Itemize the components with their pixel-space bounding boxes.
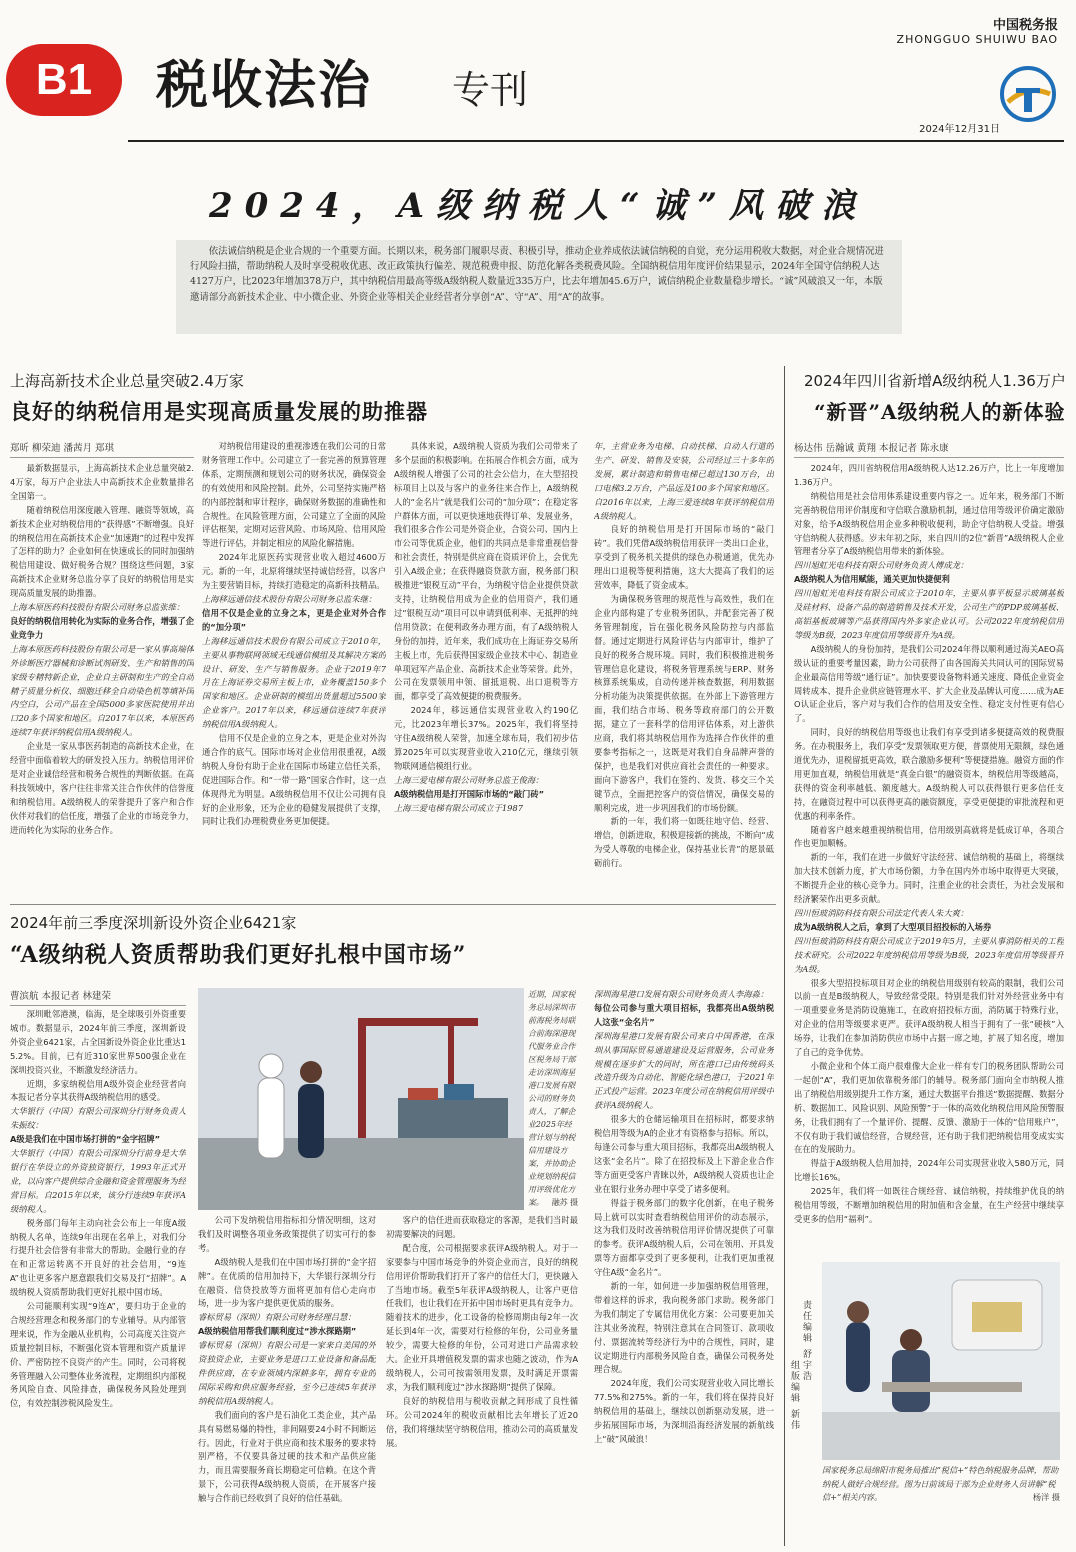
section-divider bbox=[10, 904, 776, 905]
subhead: 每位公司参与重大项目招标，我都亮出A级纳税人这张“金名片” bbox=[594, 1002, 774, 1027]
paragraph: 我们面向的客户是石油化工类企业，其产品具有易燃易爆的特性，非间隔要24小时不间断运行。因此，行业对于供应商和技术服务的要求特别严格，不仅要具备过硬的技术和产品供应能力，而且需要服务商长期稳定可信赖。在这个背景下，公司获得A级纳税人资质，在开展客户接触与合作前已经收到了良好的信任基础。 bbox=[198, 1409, 376, 1504]
company-profile: 四川恒玻消防科技有限公司成立于2019年5月，主要从事消防相关的工程技术研究。公司2022年度纳税信用等级为B级，2023年度信用等级晋升为A级。 bbox=[794, 935, 1064, 974]
page-badge: B1 bbox=[6, 44, 122, 116]
article2-byline: 杨达伟 岳瀚诚 黄翔 本报记者 陈永康 bbox=[794, 440, 1064, 458]
paragraph: 得益于税务部门的数字化创新，在电子税务局上就可以实时查看纳税信用评价的动态展示，这为我们及时改善纳税信用评价情况提供了可靠的参考。获评A级纳税人后，公司在领用、开具发票等方面都享受到了更多便利，让我们更加重视守住A级“金名片”。 bbox=[594, 1197, 774, 1278]
interviewee-line: 上海三爱电梯有限公司财务总监王俊海： bbox=[394, 774, 544, 785]
paragraph: 对纳税信用建设的重视渗透在我们公司的日常财务管理工作中。公司建立了一套完善的预算管理体系，定期预测和规划公司的财务状况，确保资金的有效使用和风险控制。此外，公司坚持实施严格的内部控制和审计程序，确保财务数据的准确性和合规性。在风险管理方面，公司建立了全面的风险评估框架，定期对运营风险、市场风险、信用风险等进行评估，并制定相应的风险化解措施。 bbox=[202, 441, 386, 549]
paragraph: 很多大型招投标项目对企业的纳税信用级别有较高的限制，我们公司以前一直是B级纳税人，导致经常受限。特别是我们针对外经营业务中有一项重要业务是消防设施施工，在政府招投标方面，消防属于特殊行业，对企业的信用等级要求更严。获评A级纳税人相当于拥有了一张“硬核”入场券，让我们在参加消防供应市场中占据一席之地，扩展了知名度，增加了自己的竞争优势。 bbox=[794, 977, 1064, 1058]
article2-title: “新晋”A级纳税人的新体验 bbox=[814, 400, 1066, 424]
paragraph: 2024年北原医药实现营业收入超过4600万元。新的一年，北原将继续坚持诚信经营，以客户为主要营销目标，持续打造稳定的高新科技精品。 bbox=[202, 552, 386, 591]
interviewee-line: 四川旭虹光电科技有限公司财务负责人傅成龙： bbox=[794, 560, 969, 571]
paragraph: 新的一年，如何进一步加强纳税信用管理，带着这样的诉求，我向税务部门求助。税务部门为我们制定了专属信用优化方案：公司要更加关注其业务流程，特别注意其在合同签订、款项收付、票据流转等经济行为中的合规性，同时，建议定期进行内部税务风险自查，确保公司税务处理合规。 bbox=[594, 1281, 774, 1375]
paragraph: 良好的纳税信用是打开国际市场的“敲门砖”。我们凭借A级纳税信用获评一类出口企业，享受到了税务机关提供的绿色办税通道，优先办理出口退税等便利措施，这大大提高了我们的运营效率，降低了资金成本。 bbox=[594, 524, 774, 591]
paragraph: 最新数据显示，上海高新技术企业总量突破2.4万家，每万户企业法人中高新技术企业数量排名全国第一。 bbox=[10, 463, 194, 501]
intro-text: 依法诚信纳税是企业合规的一个重要方面。长期以来，税务部门履职尽责、积极引导，推动企业养成依法诚信纳税的自觉，充分运用税收大数据，对企业合规情况进行风险扫描，帮助纳税人及时享受税收优惠、改正政策执行偏差、规范税费申报、防范化解各类税费风险。全国纳税信用年度评价结果显示，2024年全国守信纳税人达4127万户，比2023年增加378万户，其中纳税信用最高等级A级纳税人数量近335万户，比去年增加45.6万户，诚信纳税企业数量稳步增长。“诚”风破浪又一年，本版邀请部分高新技术企业、中小微企业、外资企业等相关企业经营者分享创“A”、守“A”、用“A”的故事。 bbox=[190, 246, 884, 303]
paragraph: 纳税信用是社会信用体系建设重要内容之一。近年来，税务部门不断完善纳税信用评价制度和守信联合激励机制，通过信用等级评价确定激励对象，给予A级纳税信用企业多种税收便利，助企守信纳税人受益。增强守信纳税人获得感。岁末年初之际，来自四川的2位“新晋”A级纳税人企业管理者分享了A级纳税信用带来的新体验。 bbox=[794, 490, 1064, 557]
newspaper-logo-icon bbox=[998, 64, 1058, 124]
paragraph: 小微企业和个体工商户很难像大企业一样有专门的税务团队帮助公司一起创“A”，我们更加依靠税务部门的辅导。税务部门面向全市纳税人推出了纳税信用级别提升工作方案，通过大数据平台推送“数据提醒、数据分析、数据加工、风险识别、风险预警”于一体的高效化纳税信用风险预警服务，让我们拥有了一个量评价、提醒、反馈、激励于一体的“信用账户”，不仅有助于我们诚信经营，合规经营，还有助于我们把纳税信用变成实实在在的发展助力。 bbox=[794, 1060, 1064, 1155]
article1-column-4 bbox=[594, 440, 774, 902]
issue-date: 2024年12月31日 bbox=[919, 124, 1000, 135]
editor-credit: 责任编辑 舒宇浩 bbox=[801, 1300, 811, 1382]
interviewee-line: 睿标贸易（深圳）有限公司财务经理吕慧： bbox=[198, 1312, 356, 1323]
article1-title: 良好的纳税信用是实现高质量发展的助推器 bbox=[10, 399, 428, 424]
subhead: A级纳税人为信用赋能，通关更加快捷便利 bbox=[794, 574, 950, 585]
article2-kicker: 2024年四川省新增A级纳税人1.36万户 bbox=[804, 372, 1066, 390]
subhead: A级纳税信用帮我们顺利度过“涉水探路期” bbox=[198, 1326, 357, 1337]
paragraph: 配合度，公司根据要求获评A级纳税人。对于一家要参与中国市场竞争的外资企业而言，良好的纳税信用评价帮助我们打开了客户的信任大门，更快融入了当地市场。截至5年获评A级纳税人，让客户更信任我们，也让我们在开拓中国市场时更具有竞争力。随着技术的进步，化工设备的检修周期由每2年一次延长到4年一次，需要对行检修的年份，公司业务量较少，需要大检修的年份，公司对进口产品需求较大。企业开具增值税发票的需求也随之波动，作为A级纳税人，公司可按需领用发票，及时满足开票需求，为我们顺利度过“涉水探路期”提供了保障。 bbox=[386, 1242, 578, 1392]
article1-column-1 bbox=[10, 462, 194, 902]
company-profile: 上海本原医药科技股份有限公司是一家从事高端体外诊断医疗器械和诊断试剂研发、生产和销售的国家级专精特新企业，企业自主研制和生产的全自动精子质量分析仪、细胞迁移全自动染色机等填补国内空白，公司产品在全国5000多家医院使用并出口20多个国家和地区。自2017年以来，本原医药连续7年获评纳税信用A级纳税人。 bbox=[10, 643, 194, 738]
article3-photo-caption bbox=[528, 988, 578, 1210]
paragraph: 企业是一家从事医药制造的高新技术企业，在经营中面临着较大的研发投入压力。纳税信用评价是对企业诚信经营和税务合规性的判断依据。在高科技领域中，客户往往非常关注合作伙伴的信誉度和纳税信用。A级纳税人的荣誉提升了客户和合作伙伴对我们的信任度，增强了企业的市场竞争力，进而转化为实际的业务合作。 bbox=[10, 741, 194, 835]
article3-column-4 bbox=[594, 988, 774, 1544]
paragraph: 客户的信任进而获取稳定的客源，是我们当时最初需要解决的问题。 bbox=[386, 1215, 578, 1239]
article1-kicker: 上海高新技术企业总量突破2.4万家 bbox=[10, 372, 244, 390]
interviewee-line: 深圳海星港口发展有限公司财务负责人李海淼： bbox=[594, 989, 769, 999]
article3-column-1 bbox=[10, 1008, 186, 1544]
interviewee-line: 大华银行（中国）有限公司深圳分行财务负责人朱振纹： bbox=[10, 1106, 186, 1131]
article3-title: “A级纳税人资质帮助我们更好扎根中国市场” bbox=[10, 942, 467, 968]
company-profile: 上海三爱电梯有限公司成立于1987 bbox=[394, 802, 523, 813]
interviewee-line: 上海本原医药科技股份有限公司财务总监张维： bbox=[10, 602, 185, 613]
company-profile: 大华银行（中国）有限公司深圳分行前身是大华银行在华设立的外资独资银行，1993年正式开业，以向客户提供综合金融和资金管理服务为经营目标。自2015年以来，该分行连续9年获评A级纳税人。 bbox=[10, 1148, 186, 1214]
paragraph: 同时，良好的纳税信用等级也让我们有享受到诸多便捷高效的税费服务。在办税服务上，我们享受“发票领取更方便，普票使用无限额，绿色通道优先办，退税留抵更高效，联合激励多便利”等便捷措施。融资方面的作用更加直观，纳税信用就是“真金白银”的融资资本，纳税信用等级越高，获得的资金利率越低、额度越大。A级纳税人可以获得银行更多信任支持，在融资过程中可以获得更高的融资额度，享受更便捷的审批流程和更优惠的利率条件。 bbox=[794, 727, 1064, 821]
layout-editor-credit: 组版编辑 新伟 bbox=[789, 1360, 799, 1431]
paragraph: 2024年度，我们公司实现营业收入同比增长77.5%和275%。新的一年，我们将在保持良好纳税信用的基础上，继续以创新驱动发展，进一步拓展国际市场，为深圳沿海经济发展的新航线上“破”风破浪！ bbox=[594, 1378, 774, 1444]
paragraph: 具体来说，A级纳税人资质为我们公司带来了多个层面的积极影响。在拓展合作机会方面，成为A级纳税人增强了公司的社会公信力，在大型招投标项目上以及与客户的业务往来合作上，A级纳税人的“金名片”就是我们公司的“加分项”；在稳定客户群体方面，可以更快速地获得订单、发展业务，我们很多合作公司是外资企业，合资公司、国内上市公司等优质企业，他们的共同点是非常重视信誉和社会责任，特别是供应商在资质评价上，会优先引入A级企业；在获得融资贷款方面，税务部门积极推进“银税互动”平台，为纳税守信企业提供贷款支持，让纳税信用成为企业的信用资产，我们通过“银税互动”项目可以申请到低利率、无抵押的纯信用贷款；在便利政务办理方面，有了A级纳税人身份的加持，近年来，我们成功在上海证券交易所主板上市，先后获得国家级企业技术中心、制造业单项冠军产品企业、高新技术企业等荣誉。此外，公司在发票领用申领、留抵退税、出口退税等方面，都享受了高效便捷的税费服务。 bbox=[394, 441, 578, 702]
paragraph: 税务部门每年主动向社会公布上一年度A级纳税人名单，连续9年出现在名单上，对我们分行提升社会信誉有非常大的帮助。金融行业的存在和正常运转离不开良好的社会信用，“9连A”也让更多客户愿意跟我们交易及打“招牌”。A级纳税人资质帮助我们更好扎根中国市场。 bbox=[10, 1217, 186, 1298]
article1-column-3 bbox=[394, 440, 578, 902]
article2-caption-text: 国家税务总局绵阳市税务局推出“税信+”特色纳税服务品牌，帮助纳税人做好合规经营。图为日前该局干部为企业财务人员讲解“税信+”相关内容。 bbox=[822, 1465, 1059, 1503]
article2-photo-caption bbox=[822, 1464, 1060, 1544]
subhead: 信用不仅是企业的立身之本，更是企业对外合作的“加分项” bbox=[202, 607, 386, 632]
paragraph: 新的一年，我们将一如既往地守信、经营、增信，创新进取，积极迎接新的挑战，不断向“成为受人尊敬的电梯企业，保持基业长青”的愿景砥砺前行。 bbox=[594, 816, 774, 869]
paragraph: 新的一年，我们在进一步做好守法经营、诚信纳税的基础上，将继续加大技术创新力度，扩大市场份额，力争在国内外市场中取得更大突破，不断提升企业的核心竞争力。同时，注重企业的社会责任，为社会发展和经济繁荣作出更多贡献。 bbox=[794, 852, 1064, 905]
subhead: 成为A级纳税人之后，拿到了大型项目招投标的入场券 bbox=[794, 921, 992, 932]
paragraph: 良好的纳税信用与税收贡献之间形成了良性循环。公司2024年的税收贡献相比去年增长了近20倍，我们将继续坚守纳税信用，推动公司的高质量发展。 bbox=[386, 1395, 578, 1448]
interviewee-line: 上海移远通信技术股份有限公司财务总监朱继： bbox=[202, 593, 377, 604]
paragraph: 随着纳税信用深度融入管理、融资等领域，高新技术企业对纳税信用的“获得感”不断增强。良好的纳税信用在高新技术企业“加速跑”的过程中发挥了怎样的助力？企业如何在快速成长的同时加强纳税信用建设、做好税务合规？围绕这些问题，3家高新技术企业财务总监分享了良好的纳税信用是实现高质量发展的助推器。 bbox=[10, 504, 194, 599]
paragraph: 深圳毗邻港澳，临海，是全球吸引外资重要城市。数据显示，2024年前三季度，深圳新设外资企业6421家，占全国新设外资企业比重达15.2%。目前，已有近310家世界500强企业在深圳投资兴业，不断激发经济活力。 bbox=[10, 1009, 186, 1075]
intro-box bbox=[176, 240, 902, 334]
subhead: 良好的纳税信用转化为实际的业务合作，增强了企业竞争力 bbox=[10, 615, 194, 640]
paragraph: 信用不仅是企业的立身之本，更是企业对外沟通合作的底气。国际市场对企业信用很重视，A级纳税人身份有助于企业在国际市场建立信任关系，促进国际合作。和“一带一路”国家合作时，这一点体现得尤为明显。A级纳税信用不仅让公司拥有良好的企业形象，还为企业的稳健发展提供了支撑，同时让我们办理税费业务更加便捷。 bbox=[202, 733, 386, 827]
subhead: A级纳税信用是打开国际市场的“敲门砖” bbox=[394, 788, 545, 799]
paragraph: 很多大的仓储运输项目在招标时，都要求纳税信用等级为A的企业才有资格参与招标。所以，每逢公司参与重大项目招标，我都亮出A级纳税人这张“金名片”。除了在招投标及上下游企业合作等方面更受客户青睐以外，A级纳税人资质也让企业在银行业务办理中享受了诸多便利。 bbox=[594, 1114, 774, 1194]
article3-photo bbox=[198, 988, 524, 1210]
paragraph: 公司能顺利实现“9连A”，要归功于企业的合规经营理念和税务部门的专业辅导。从内部管理来说，作为金融从业机构，公司高度关注资产质量控制目标，不断强化资本管理和资产质量评价、严密防控不良资产的产生。同时，公司将税务管理融入公司整体业务流程，定期组织内部税务风险自查、风险排查，确保税务风险处理到位，有效控制涉税风险发生。 bbox=[10, 1301, 186, 1409]
company-profile: 睿标贸易（深圳）有限公司是一家来自美国的外资独资企业，主要业务是进口工业设备和备品配件供应商，在专业领域内深耕多年，拥有专业的国际采购和供应服务经验，至今已连续5年获评纳税信用A级纳税人。 bbox=[198, 1340, 376, 1406]
newspaper-name: 中国税务报 bbox=[992, 18, 1058, 33]
company-profile: 四川旭虹光电科技有限公司成立于2010年，主要从事平板显示玻璃基板及硅材料、设备产品的制造销售及技术开发，公司生产的PDP玻璃基板、高铝基板玻璃等产品获得国内外多家企业认可。公司2022年度纳税信用等级为B级，2023年度信用等级晋升为A级。 bbox=[794, 588, 1064, 640]
paragraph: 为确保税务管理的规范性与高效性，我们在企业内部构建了专业税务团队，并配套完善了税务管理制度，旨在强化税务风险防控与内部监督。通过定期进行风险评估与内部审计，维护了良好的税务合规环境。同时，我们积极推进税务管理信息化建设，将税务管理系统与ERP、财务核算系统集成，自动传递并核查数据，利用数据分析功能为决策提供依据。在外部上下游管理方面，我们结合市场、税务等政府部门的公开数据，建立了一套科学的信用评估体系，对上游供应商，我们将其纳税信用作为选择合作伙伴的重要参考指标之一，这既是对我们自身品牌声誉的保护，也是我们对供应商社会责任的一种要求。面向下游客户，我们在签约、发货、移交三个关键节点，全面把控客户的资信情况，确保交易的顺利完成，进一步巩固我们的市场份额。 bbox=[594, 593, 774, 813]
main-headline: 2024，A级纳税人“诚”风破浪 bbox=[208, 186, 868, 226]
page-subtitle: 专刊 bbox=[452, 68, 529, 112]
interviewee-line: 四川恒玻消防科技有限公司法定代表人朱大爽： bbox=[794, 908, 969, 918]
paragraph: 2024年，移远通信实现营业收入约190亿元，比2023年增长37%。2025年，我们将坚持守住A级纳税人荣誉，加速全球布局，我们初步估算2025年可以实现营业收入210亿元，继续引领物联网通信模组行业。 bbox=[394, 705, 578, 771]
article3-caption-text: 近期，国家税务总局深圳市前海税务局联合前海深港现代服务业合作区税务局干部走访深圳海星港口发展有限公司的财务负责人，了解企业2025年经营计划与纳税信用建设方案，并协助企业规划纳税信用评级优化方案。 bbox=[528, 990, 576, 1207]
company-profile: 年，主营业务为电梯、自动扶梯、自动人行道的生产、研发、销售及安装，公司经过三十多年的发展，累计制造和销售电梯已超过130万台，出口电梯3.2万台，产品远及100多个国家和地区。自2016年以来，上海三爱连续8年获评纳税信用A级纳税人。 bbox=[594, 441, 774, 521]
paragraph: 随着客户越来越重视纳税信用，信用级别高就将是低成订单，各项合作也更加顺畅。 bbox=[794, 824, 1064, 849]
paragraph: A级纳税人的身份加持，是我们公司2024年得以顺利通过海关AEO高级认证的重要考量因素，助力公司获得了由各国海关共同认可的国际贸易企业最高信用等级“通行证”。加快要要设备物料通关速度、降低企业资金周转成本、提升企业供应链管理水平、扩大企业及品牌认可度……成为AEO认证企业后，客户对与我们合作的信用及安全性、稳定支付性更有信心了。 bbox=[794, 643, 1064, 724]
paragraph: A级纳税人是我们在中国市场打拼的“金字招牌”。在优质的信用加持下，大华银行深圳分行在融资、信贷投放等方面将更加有信心走向市场，进一步为客户提供更优质的服务。 bbox=[198, 1256, 376, 1309]
article3-byline: 曹滨航 本报记者 林建荣 bbox=[10, 988, 186, 1006]
paragraph: 得益于A级纳税人信用加持，2024年公司实现营业收入580万元，同比增长16%。 bbox=[794, 1158, 1064, 1183]
column-divider bbox=[784, 366, 785, 1546]
subhead: A级是我们在中国市场打拼的“金字招牌” bbox=[10, 1134, 161, 1145]
page-title: 税收法治 bbox=[156, 56, 373, 116]
company-profile: 上海移远通信技术股份有限公司成立于2010年，主要从事物联网领域无线通信模组及其解决方案的设计、研发、生产与销售服务。企业于2019年7月在上海证券交易所主板上市，业务覆盖150多个国家和地区。企业研制的模组出货量超过5500家企业客户。2017年以来，移远通信连续7年获评纳税信用A级纳税人。 bbox=[202, 635, 386, 730]
article2-caption-credit: 杨洋 摄 bbox=[1032, 1492, 1060, 1503]
company-profile: 深圳海星港口发展有限公司来自中国香港，在深圳从事国际贸易通道建设及运营服务，公司业务规模在逐步扩大的同时，所在港口已由传统码头改造升级为自动化、智能化绿色港口，于2021年正式投产运营。2023年度公司在纳税信用评级中获评A级纳税人。 bbox=[594, 1030, 774, 1111]
article3-column-2 bbox=[198, 1214, 376, 1544]
article3-column-3 bbox=[386, 1214, 578, 1544]
article1-byline: 郑昕 柳荣迪 潘茜月 郑琪 bbox=[10, 440, 194, 458]
paragraph: 近期，多家纳税信用A级外资企业经营者向本报记者分享其获得A级纳税信用的感受。 bbox=[10, 1078, 186, 1103]
paragraph: 2025年，我们将一如既往合规经营、诚信纳税，持续维护优良的纳税信用等级，不断增加纳税信用的附加值和含金量，在生产经营中继续享受更多的信用“福利”。 bbox=[794, 1186, 1064, 1224]
article2-photo bbox=[822, 1262, 1060, 1460]
paragraph: 2024年，四川省纳税信用A级纳税人达12.26万户，比上一年度增加1.36万户。 bbox=[794, 463, 1064, 487]
article3-caption-credit: 融苏 摄 bbox=[551, 1198, 578, 1207]
newspaper-pinyin: ZHONGGUO SHUIWU BAO bbox=[896, 33, 1058, 46]
masthead-rule bbox=[128, 140, 1064, 142]
article1-column-2 bbox=[202, 440, 386, 902]
article3-kicker: 2024年前三季度深圳新设外资企业6421家 bbox=[10, 914, 297, 932]
paragraph: 公司下发纳税信用指标扣分情况明细，这对我们及时调整各项业务政策提供了切实可行的参考。 bbox=[198, 1215, 376, 1253]
